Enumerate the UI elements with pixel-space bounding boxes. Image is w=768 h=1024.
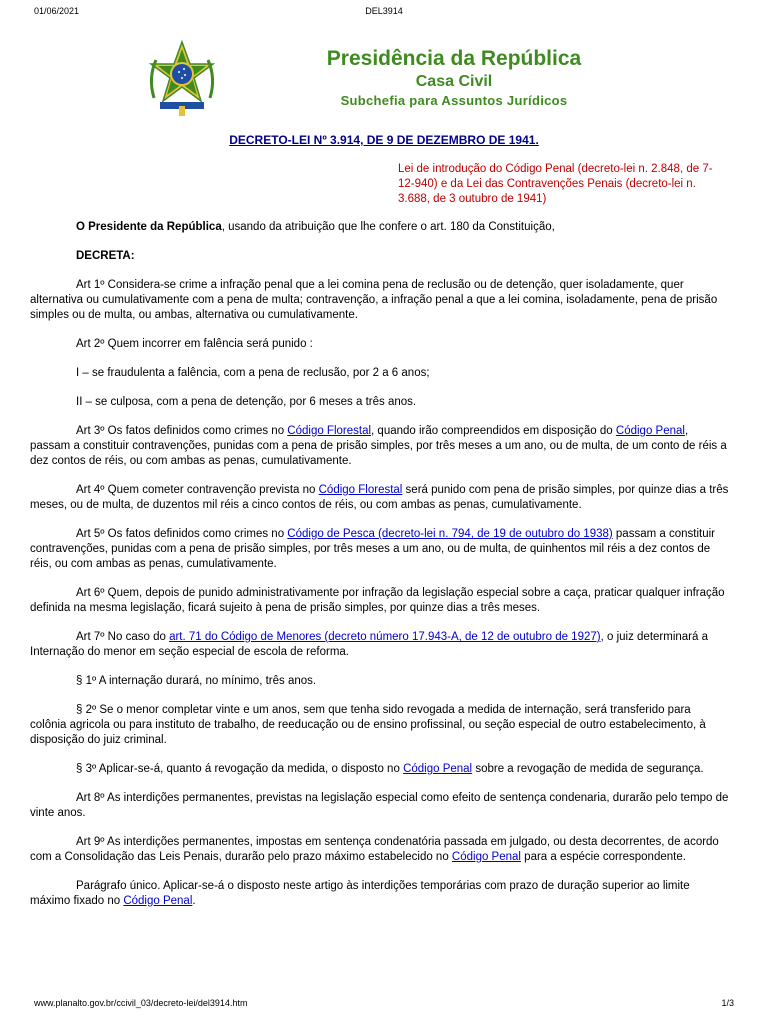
masthead [200, 46, 708, 110]
codigo-de-menores-link[interactable]: art. 71 do Código de Menores (decreto número 17.943-A, de 12 de outubro de 1927) [169, 631, 601, 643]
article-6: Art 6º Quem, depois de punido administrativamente por infração da legislação especial sobre a caça, praticar qualquer infração definida na mesma legislação, ficará sujeito à pena de prisão simples, por quinze dias a três meses. [30, 587, 725, 614]
article-9-text-b: para a espécie correspondente. [520, 851, 686, 863]
masthead-office: Subchefia para Assuntos Jurídicos [340, 93, 568, 108]
decree-title[interactable]: DECRETO-LEI Nº 3.914, DE 9 DE DEZEMBRO DE 1941. [229, 133, 539, 147]
masthead-subtitle: Casa Civil [415, 73, 493, 90]
article-7-paragraph-2: § 2º Se o menor completar vinte e um anos, sem que tenha sido revogada a medida de internação, será transferido para colônia agricola ou para instituto de trabalho, de reeducação ou de ensino profissinal, ou seção especial de outro estabelecimento, à disposição do juiz criminal. [30, 704, 706, 746]
article-3 [30, 424, 730, 469]
article-9-sole-paragraph-text-b: . [192, 895, 196, 907]
article-5-text-b: passam a constituir contravenções, punidas com a pena de prisão simples, por três meses a um ano, ou de multa, de quinhentos mil réis a dez contos de réis, ou com ambas as penas, cumulativamente. [30, 528, 715, 570]
decree-body [30, 220, 730, 923]
codigo-de-pesca-link[interactable]: Código de Pesca (decreto-lei n. 794, de 19 de outubro do 1938) [287, 528, 613, 540]
codigo-penal-link[interactable]: Código Penal [403, 763, 473, 775]
article-2-item-i: I – se fraudulenta a falência, com a pena de reclusão, por 2 a 6 anos; [76, 367, 430, 379]
article-7-paragraph-3 [30, 762, 730, 777]
article-2-item-ii: II – se culposa, com a pena de detenção, por 6 meses a três anos. [76, 396, 417, 408]
preamble-text: , usando da atribuição que lhe confere o art. 180 da Constituição, [221, 221, 555, 233]
article-7 [30, 630, 730, 660]
masthead-title: Presidência da República [326, 47, 582, 70]
article-1: Art 1º Considera-se crime a infração penal que a lei comina pena de reclusão ou de detenção, quer isoladamente, quer alternativa ou cumulativamente com a pena de multa; contravenção, a infração penal a que a lei comina, isoladamente, pena de prisão simples ou de multa, ou ambas, alternativa ou cumulativamente. [30, 279, 718, 321]
decreta-heading [30, 249, 730, 264]
article-3-text-a: Art 3º Os fatos definidos como crimes no [76, 425, 288, 437]
article-9-text-a: Art 9º As interdições permanentes, impostas em sentença condenatória passada em julgado, ou desta decorrentes, de acordo com a Consolidação das Leis Penais, durarão pelo prazo máximo estabelecido no [30, 836, 719, 863]
article-7-paragraph-3-text-a: § 3º Aplicar-se-á, quanto á revogação da medida, o disposto no [76, 763, 404, 775]
print-footer [34, 998, 734, 1012]
article-4-text-a: Art 4º Quem cometer contravenção prevista no [76, 484, 319, 496]
article-4-text-b: será punido com pena de prisão simples, por quinze dias a três meses, ou de multa, de duzentos mil réis a cinco contos de réis, ou com ambas as penas, cumulativamente. [30, 484, 729, 511]
print-doc-name: DEL3914 [365, 6, 403, 16]
article-9 [30, 835, 730, 865]
preamble [30, 220, 730, 235]
decree-ementa: Lei de introdução do Código Penal (decreto-lei n. 2.848, de 7-12-940) e da Lei das Contravenções Penais (decreto-lei n. 3.688, de 3 outubro de 1941) [398, 163, 713, 205]
print-page-number: 1/3 [721, 998, 734, 1008]
article-2: Art 2º Quem incorrer em falência será punido : [76, 338, 313, 350]
codigo-penal-link[interactable]: Código Penal [123, 895, 193, 907]
article-3-text-c: , passam a constituir contravenções, punidas com a pena de prisão simples, por três meses a um ano, ou de multa, de um conto de réis a dez contos de réis, ou com ambas as penas, cumulativamente. [30, 425, 727, 467]
article-9-sole-paragraph [30, 879, 730, 909]
article-7-paragraph-3-text-b: sobre a revogação de medida de segurança. [472, 763, 704, 775]
article-7-paragraph-1: § 1º A internação durará, no mínimo, três anos. [76, 675, 317, 687]
print-url: www.planalto.gov.br/ccivil_03/decreto-lei/del3914.htm [34, 998, 248, 1008]
codigo-florestal-link[interactable]: Código Florestal [318, 484, 403, 496]
article-7-text-a: Art 7º No caso do [76, 631, 170, 643]
print-date: 01/06/2021 [34, 6, 80, 16]
decreta-label: DECRETA: [76, 250, 135, 262]
print-header [34, 6, 734, 20]
article-5 [30, 527, 730, 572]
article-3-text-b: , quando irão compreendidos em disposição do [371, 425, 616, 437]
article-5-text-a: Art 5º Os fatos definidos como crimes no [76, 528, 288, 540]
codigo-penal-link[interactable]: Código Penal [615, 425, 685, 437]
preamble-president: O Presidente da República [76, 221, 222, 233]
codigo-florestal-link[interactable]: Código Florestal [287, 425, 372, 437]
article-8: Art 8º As interdições permanentes, previstas na legislação especial como efeito de sentença condenaria, durarão pelo tempo de vinte anos. [30, 792, 729, 819]
article-7-text-b: , o juiz determinará a Internação do menor em seção especial de escola de reforma. [30, 631, 708, 658]
codigo-penal-link[interactable]: Código Penal [451, 851, 521, 863]
article-4 [30, 483, 730, 513]
article-9-sole-paragraph-text-a: Parágrafo único. Aplicar-se-á o disposto neste artigo às interdições temporárias com prazo de duração superior ao limite máximo fixado no [30, 880, 690, 907]
